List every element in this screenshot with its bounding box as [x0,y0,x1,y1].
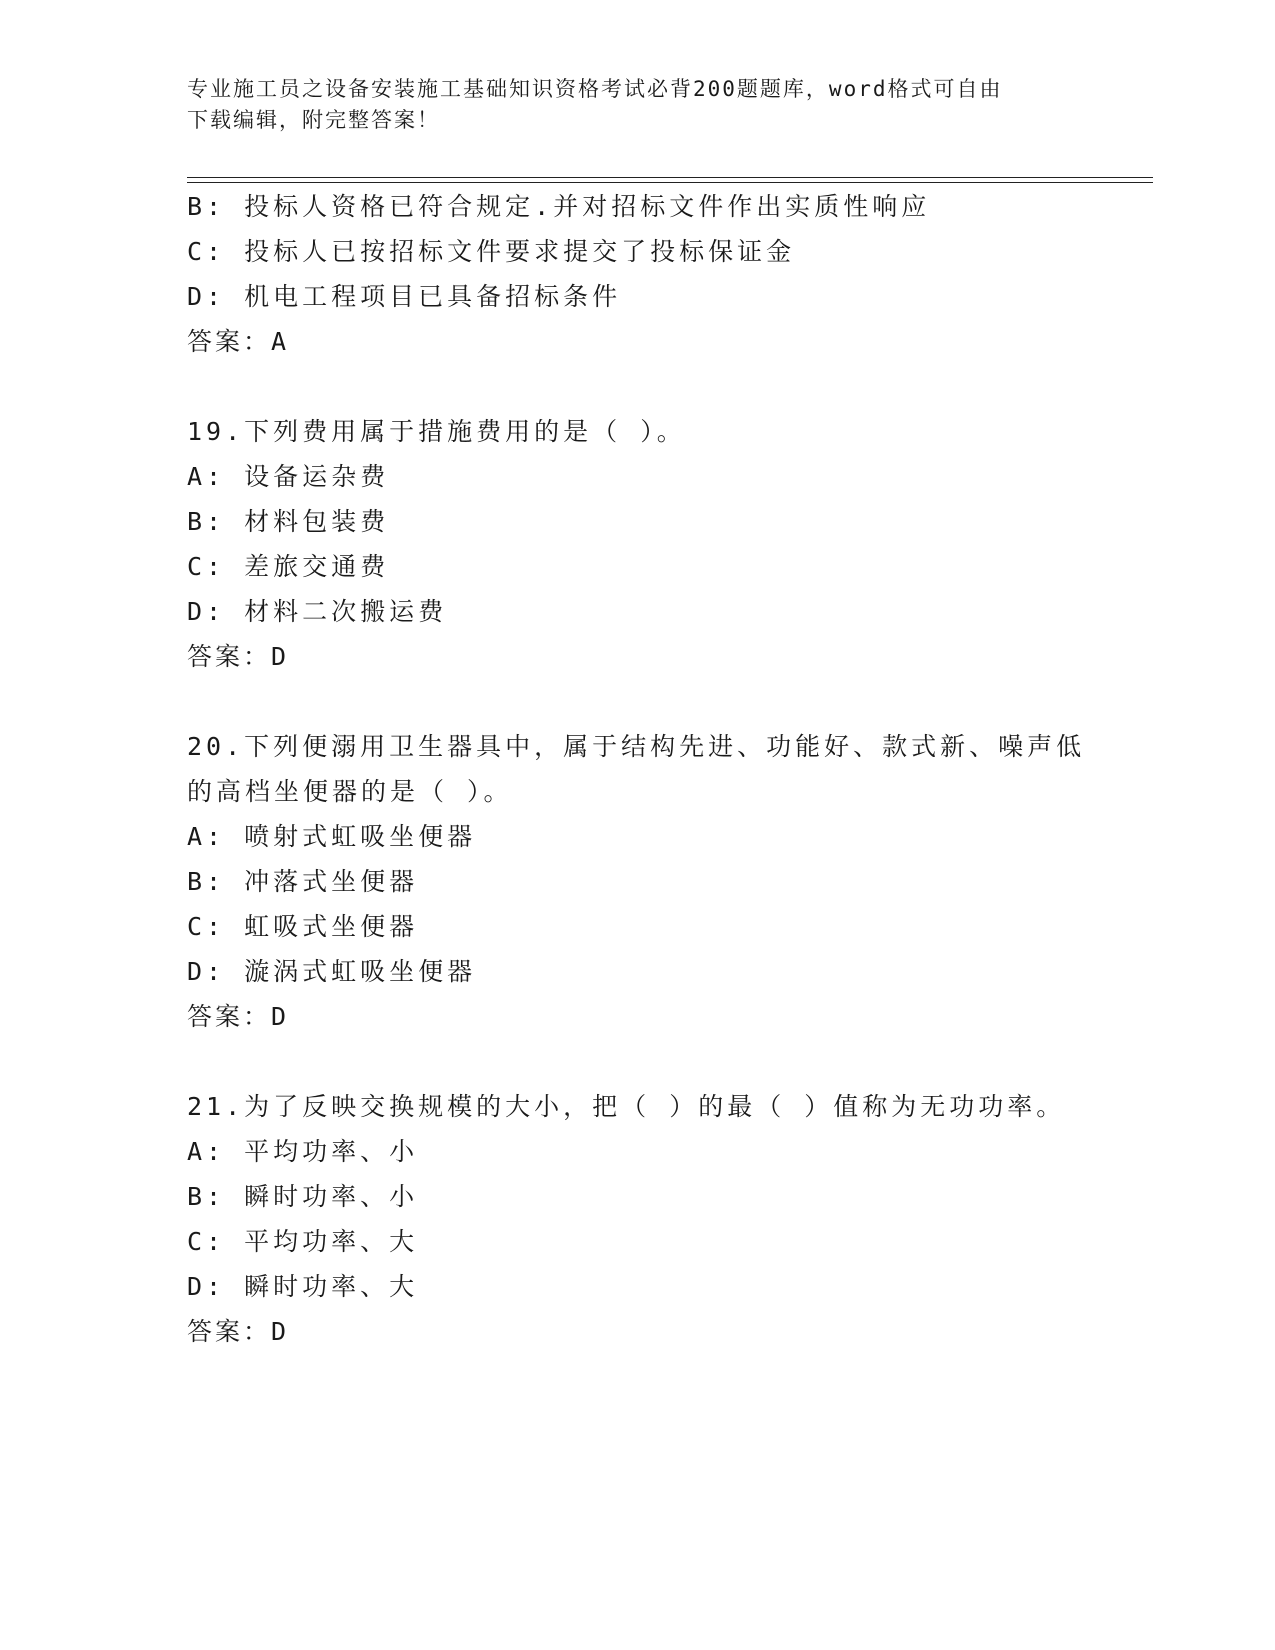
q19-option-c: C: 差旅交通费 [187,552,390,581]
q18-option-d: D: 机电工程项目已具备招标条件 [187,282,622,311]
q20-answer: 答案：D [187,1002,290,1031]
q18-option-b: B: 投标人资格已符合规定.并对招标文件作出实质性响应 [187,192,931,221]
q19-option-d: D: 材料二次搬运费 [187,597,448,626]
q21-option-d: D: 瞬时功率、大 [187,1272,419,1301]
q19-option-b: B: 材料包装费 [187,507,390,536]
header-divider-bottom [187,182,1153,183]
q20-option-a: A: 喷射式虹吸坐便器 [187,822,477,851]
q21-option-b: B: 瞬时功率、小 [187,1182,419,1211]
document-header [187,74,1067,136]
q21-option-c: C: 平均功率、大 [187,1227,419,1256]
q20-stem-line-2: 的高档坐便器的是（ ）。 [187,777,513,806]
header-divider-top [187,177,1153,178]
q20-option-d: D: 漩涡式虹吸坐便器 [187,957,477,986]
q20-stem-line-1: 20.下列便溺用卫生器具中，属于结构先进、功能好、款式新、噪声低 [187,732,1086,761]
q21-option-a: A: 平均功率、小 [187,1137,419,1166]
q21-stem: 21.为了反映交换规模的大小，把（ ）的最（ ）值称为无功功率。 [187,1092,1066,1121]
q18-option-c: C: 投标人已按招标文件要求提交了投标保证金 [187,237,796,266]
header-line-2: 下载编辑，附完整答案！ [187,108,440,132]
q19-answer: 答案：D [187,642,290,671]
q18-answer: 答案：A [187,327,290,356]
q19-stem: 19.下列费用属于措施费用的是（ ）。 [187,417,686,446]
q21-answer: 答案：D [187,1317,290,1346]
q20-option-c: C: 虹吸式坐便器 [187,912,419,941]
header-line-1: 专业施工员之设备安装施工基础知识资格考试必背200题题库，word格式可自由 [187,77,1003,101]
q20-option-b: B: 冲落式坐便器 [187,867,419,896]
q19-option-a: A: 设备运杂费 [187,462,390,491]
